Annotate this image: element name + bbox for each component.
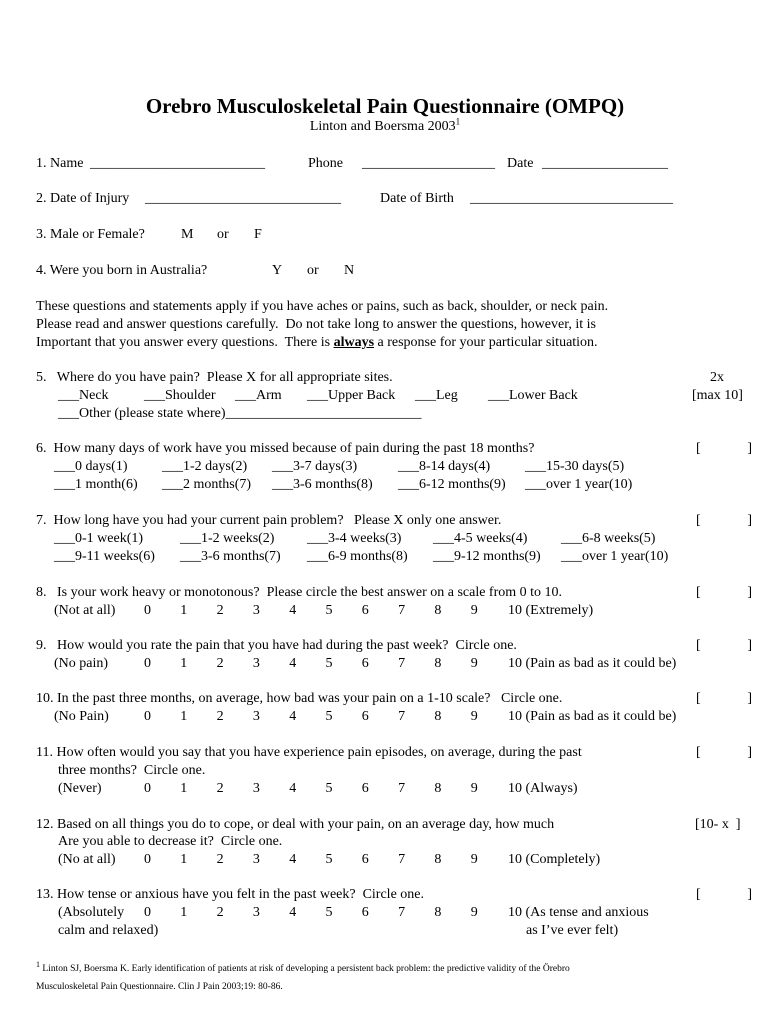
scale-option-9[interactable]: 9 <box>470 781 478 796</box>
q7-option[interactable]: ___9-12 months(9) <box>433 549 541 564</box>
q7-option[interactable]: ___3-4 weeks(3) <box>307 531 402 546</box>
q13-low-anchor-2: calm and relaxed) <box>58 923 159 938</box>
footnote-line-2: Musculoskeletal Pain Questionnaire. Clin J Pain 2003;19: 80-86. <box>36 982 283 992</box>
q9-low-anchor: (No pain) <box>54 656 109 671</box>
scale-option-3[interactable]: 3 <box>252 656 260 671</box>
name-field[interactable]: _________________________ <box>90 156 265 171</box>
q6-option[interactable]: ___3-7 days(3) <box>272 459 358 474</box>
scale-option-6[interactable]: 6 <box>361 656 369 671</box>
score-bracket-left: [ <box>696 513 701 528</box>
scale-option-0[interactable]: 0 <box>144 852 151 867</box>
scale-option-3[interactable]: 3 <box>252 709 260 724</box>
scale-option-2[interactable]: 2 <box>216 905 224 920</box>
score-bracket-right: ] <box>747 745 752 760</box>
page-subtitle <box>0 118 770 136</box>
scale-option-5[interactable]: 5 <box>325 781 333 796</box>
score-bracket-left: [ <box>696 638 701 653</box>
q13-high-anchor-2: as I’ve ever felt) <box>526 923 619 938</box>
name-label: 1. Name <box>36 156 84 171</box>
q13-text: 13. How tense or anxious have you felt in the past week? Circle one. <box>36 887 425 902</box>
scale-option-1[interactable]: 1 <box>180 781 188 796</box>
q5-option-arm[interactable]: ___Arm <box>235 388 282 403</box>
q7-text: 7. How long have you had your current pain problem? Please X only one answer. <box>36 513 502 528</box>
phone-label: Phone <box>308 156 343 171</box>
scale-option-6[interactable]: 6 <box>361 709 369 724</box>
q9-scale <box>144 655 484 673</box>
intro-line-2: Please read and answer questions carefully. Do not take long to answer the questions, however, it is <box>36 317 596 332</box>
q6-option[interactable]: ___15-30 days(5) <box>525 459 625 474</box>
scale-option-5[interactable]: 5 <box>325 656 333 671</box>
scale-option-9[interactable]: 9 <box>470 709 478 724</box>
scale-option-5[interactable]: 5 <box>325 905 333 920</box>
scale-option-6[interactable]: 6 <box>361 905 369 920</box>
q6-option[interactable]: ___0 days(1) <box>54 459 128 474</box>
intro-line-1: These questions and statements apply if you have aches or pains, such as back, shoulder, or neck pain. <box>36 299 609 314</box>
score-bracket-left: [ <box>696 585 701 600</box>
sex-option-f[interactable]: F <box>254 227 262 242</box>
q8-low-anchor: (Not at all) <box>54 603 116 618</box>
score-bracket-right: ] <box>747 513 752 528</box>
score-bracket-right: ] <box>747 638 752 653</box>
dob-label: Date of Birth <box>380 191 454 206</box>
intro-line-3-pre: Important that you answer every questions. There is <box>36 335 334 350</box>
score-bracket-right: ] <box>747 691 752 706</box>
intro-emphasis: always <box>333 335 375 350</box>
scale-option-4[interactable]: 4 <box>289 603 297 618</box>
sex-option-m[interactable]: M <box>181 227 194 242</box>
scale-option-4[interactable]: 4 <box>289 656 297 671</box>
score-bracket-right: ] <box>747 441 752 456</box>
q6-option[interactable]: ___3-6 months(8) <box>272 477 373 492</box>
q8-scale <box>144 602 484 620</box>
scale-option-4[interactable]: 4 <box>289 709 297 724</box>
q5-option-shoulder[interactable]: ___Shoulder <box>144 388 216 403</box>
q5-option-lower-back[interactable]: ___Lower Back <box>488 388 578 403</box>
q6-option[interactable]: ___1 month(6) <box>54 477 138 492</box>
scale-option-8[interactable]: 8 <box>434 603 442 618</box>
score-bracket-left: [ <box>696 745 701 760</box>
q13-scale <box>144 904 484 922</box>
q9-text: 9. How would you rate the pain that you have had during the past week? Circle one. <box>36 638 517 653</box>
scale-option-3[interactable]: 3 <box>252 905 260 920</box>
subtitle-footnote-ref: 1 <box>455 116 461 127</box>
q12-scale <box>144 851 484 869</box>
q11-high-anchor[interactable]: 10 (Always) <box>508 781 578 796</box>
q6-option[interactable]: ___over 1 year(10) <box>525 477 633 492</box>
scale-option-3[interactable]: 3 <box>252 781 260 796</box>
born-label: 4. Were you born in Australia? <box>36 263 208 278</box>
scale-option-0[interactable]: 0 <box>144 603 151 618</box>
scale-option-2[interactable]: 2 <box>216 656 224 671</box>
q11-scale <box>144 780 484 798</box>
scale-option-8[interactable]: 8 <box>434 852 442 867</box>
q13-high-anchor[interactable]: 10 (As tense and anxious <box>508 905 649 920</box>
q6-option[interactable]: ___6-12 months(9) <box>398 477 506 492</box>
q7-option[interactable]: ___over 1 year(10) <box>561 549 669 564</box>
scale-option-8[interactable]: 8 <box>434 656 442 671</box>
injury-date-label: 2. Date of Injury <box>36 191 130 206</box>
scale-option-9[interactable]: 9 <box>470 905 478 920</box>
dob-field[interactable]: _____________________________ <box>470 191 673 206</box>
q7-option[interactable]: ___4-5 weeks(4) <box>433 531 528 546</box>
q5-score-bottom: [max 10] <box>692 388 743 403</box>
scale-option-7[interactable]: 7 <box>398 781 406 796</box>
q7-option[interactable]: ___3-6 months(7) <box>180 549 281 564</box>
scale-option-4[interactable]: 4 <box>289 852 297 867</box>
q6-option[interactable]: ___8-14 days(4) <box>398 459 491 474</box>
q12-text-2: Are you able to decrease it? Circle one. <box>58 834 283 849</box>
scale-option-6[interactable]: 6 <box>361 603 369 618</box>
date-field[interactable]: __________________ <box>542 156 668 171</box>
page-title: Orebro Musculoskeletal Pain Questionnaire (OMPQ) <box>145 94 625 118</box>
q10-scale <box>144 708 484 726</box>
scale-option-7[interactable]: 7 <box>398 656 406 671</box>
scale-option-3[interactable]: 3 <box>252 603 260 618</box>
q6-option[interactable]: ___2 months(7) <box>162 477 252 492</box>
q10-high-anchor[interactable]: 10 (Pain as bad as it could be) <box>508 709 677 724</box>
q12-high-anchor[interactable]: 10 (Completely) <box>508 852 601 867</box>
q5-option-leg[interactable]: ___Leg <box>415 388 458 403</box>
q7-option[interactable]: ___6-9 months(8) <box>307 549 408 564</box>
q7-option[interactable]: ___6-8 weeks(5) <box>561 531 656 546</box>
scale-option-8[interactable]: 8 <box>434 781 442 796</box>
scale-option-2[interactable]: 2 <box>216 781 224 796</box>
q5-score-top: 2x <box>710 370 724 385</box>
scale-option-8[interactable]: 8 <box>434 709 442 724</box>
phone-field[interactable]: ___________________ <box>362 156 495 171</box>
scale-option-2[interactable]: 2 <box>216 852 224 867</box>
scale-option-2[interactable]: 2 <box>216 603 224 618</box>
q7-option[interactable]: ___0-1 week(1) <box>54 531 144 546</box>
intro-line-3-post: a response for your particular situation. <box>374 335 598 350</box>
q6-option[interactable]: ___1-2 days(2) <box>162 459 248 474</box>
scale-option-4[interactable]: 4 <box>289 781 297 796</box>
q12-text-1: 12. Based on all things you do to cope, or deal with your pain, on an average day, how much <box>36 817 555 832</box>
footnote-mark: 1 <box>36 959 40 969</box>
scale-option-1[interactable]: 1 <box>180 852 188 867</box>
scale-option-9[interactable]: 9 <box>470 852 478 867</box>
scale-option-7[interactable]: 7 <box>398 709 406 724</box>
q8-text: 8. Is your work heavy or monotonous? Please circle the best answer on a scale from 0 to 10. <box>36 585 563 600</box>
scale-option-0[interactable]: 0 <box>144 656 151 671</box>
scale-option-5[interactable]: 5 <box>325 852 333 867</box>
scale-option-7[interactable]: 7 <box>398 603 406 618</box>
sex-or: or <box>217 227 229 242</box>
scale-option-7[interactable]: 7 <box>398 852 406 867</box>
subtitle-text: Linton and Boersma 2003 <box>309 119 456 134</box>
score-bracket-left: [ <box>696 691 701 706</box>
score-bracket-left: [ <box>696 887 701 902</box>
scale-option-7[interactable]: 7 <box>398 905 406 920</box>
born-option-n[interactable]: N <box>344 263 355 278</box>
scale-option-9[interactable]: 9 <box>470 603 478 618</box>
scale-option-8[interactable]: 8 <box>434 905 442 920</box>
scale-option-5[interactable]: 5 <box>325 603 333 618</box>
sex-label: 3. Male or Female? <box>36 227 145 242</box>
score-bracket-right: ] <box>747 585 752 600</box>
q8-high-anchor[interactable]: 10 (Extremely) <box>508 603 594 618</box>
q11-text-2: three months? Circle one. <box>58 763 206 778</box>
scale-option-5[interactable]: 5 <box>325 709 333 724</box>
scale-option-1[interactable]: 1 <box>180 603 188 618</box>
score-bracket-left: [ <box>696 441 701 456</box>
born-option-y[interactable]: Y <box>272 263 283 278</box>
q7-option[interactable]: ___1-2 weeks(2) <box>180 531 275 546</box>
q10-low-anchor: (No Pain) <box>54 709 109 724</box>
q11-low-anchor: (Never) <box>58 781 102 796</box>
q7-option[interactable]: ___9-11 weeks(6) <box>54 549 155 564</box>
scale-option-0[interactable]: 0 <box>144 781 151 796</box>
born-or: or <box>307 263 319 278</box>
q9-high-anchor[interactable]: 10 (Pain as bad as it could be) <box>508 656 677 671</box>
scale-option-1[interactable]: 1 <box>180 656 188 671</box>
footnote-text-1: Linton SJ, Boersma K. Early identification of patients at risk of developing a persistent back problem: the predictive validity of the Örebro <box>40 964 570 974</box>
scale-option-1[interactable]: 1 <box>180 709 188 724</box>
date-label: Date <box>507 156 534 171</box>
q13-low-anchor: (Absolutely <box>58 905 125 920</box>
scale-option-1[interactable]: 1 <box>180 905 188 920</box>
q5-option-upper-back[interactable]: ___Upper Back <box>307 388 396 403</box>
q12-low-anchor: (No at all) <box>58 852 116 867</box>
scale-option-0[interactable]: 0 <box>144 709 151 724</box>
injury-date-field[interactable]: ____________________________ <box>145 191 341 206</box>
q10-text: 10. In the past three months, on average, how bad was your pain on a 1-10 scale? Circle one. <box>36 691 563 706</box>
q5-option-neck[interactable]: ___Neck <box>58 388 109 403</box>
q11-text-1: 11. How often would you say that you have experience pain episodes, on average, during the past <box>36 745 582 760</box>
scale-option-3[interactable]: 3 <box>252 852 260 867</box>
scale-option-6[interactable]: 6 <box>361 781 369 796</box>
score-bracket-right: ] <box>747 887 752 902</box>
q5-option-other[interactable]: ___Other (please state where)____________________________ <box>58 406 422 421</box>
q5-text: 5. Where do you have pain? Please X for all appropriate sites. <box>36 370 393 385</box>
intro-line-3 <box>36 334 598 352</box>
scale-option-4[interactable]: 4 <box>289 905 297 920</box>
scale-option-6[interactable]: 6 <box>361 852 369 867</box>
q12-score-box[interactable]: [10- x ] <box>695 817 741 832</box>
q6-text: 6. How many days of work have you missed because of pain during the past 18 months? <box>36 441 535 456</box>
footnote-line-1 <box>36 959 570 977</box>
scale-option-0[interactable]: 0 <box>144 905 151 920</box>
scale-option-2[interactable]: 2 <box>216 709 224 724</box>
scale-option-9[interactable]: 9 <box>470 656 478 671</box>
